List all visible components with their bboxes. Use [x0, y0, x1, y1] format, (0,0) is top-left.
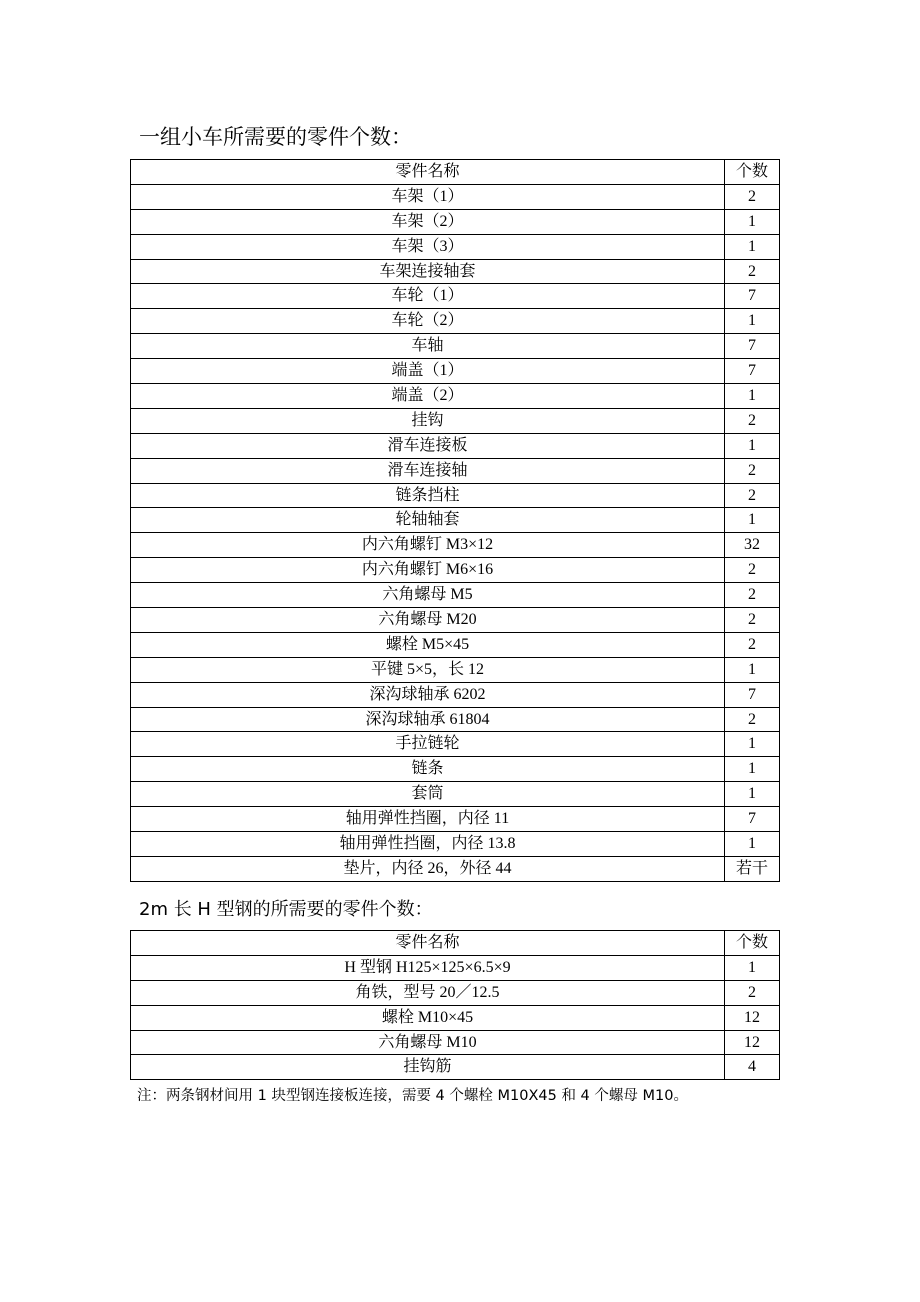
part-count-cell: 2 [725, 259, 780, 284]
part-name-cell: 端盖（2） [131, 384, 725, 409]
table-row [131, 707, 780, 732]
part-count-cell: 2 [725, 458, 780, 483]
table-row [131, 309, 780, 334]
part-name-cell: 内六角螺钉 M3×12 [131, 533, 725, 558]
table-row [131, 782, 780, 807]
table-row [131, 458, 780, 483]
table-row [131, 259, 780, 284]
part-name-cell: 挂钩 [131, 408, 725, 433]
table-row [131, 1055, 780, 1080]
section1-title: 一组小车所需要的零件个数： [139, 125, 412, 149]
part-count-cell: 1 [725, 955, 780, 980]
table-row [131, 508, 780, 533]
part-count-cell: 4 [725, 1055, 780, 1080]
part-count-cell: 1 [725, 508, 780, 533]
part-count-cell: 7 [725, 682, 780, 707]
table-row [131, 334, 780, 359]
part-name-cell: 平键 5×5，长 12 [131, 657, 725, 682]
part-name-cell: 车架（1） [131, 184, 725, 209]
table-header-row [131, 931, 780, 956]
part-name-cell: 车架（3） [131, 234, 725, 259]
table-row [131, 832, 780, 857]
part-count-cell: 2 [725, 483, 780, 508]
part-name-cell: 深沟球轴承 6202 [131, 682, 725, 707]
part-count-cell: 1 [725, 782, 780, 807]
table-row [131, 209, 780, 234]
table-row [131, 184, 780, 209]
part-count-cell: 7 [725, 807, 780, 832]
table-row [131, 807, 780, 832]
part-name-cell: 车轴 [131, 334, 725, 359]
table-row [131, 1005, 780, 1030]
part-name-cell: 垫片，内径 26，外径 44 [131, 856, 725, 881]
table-row [131, 632, 780, 657]
part-count-cell: 1 [725, 309, 780, 334]
h-beam-parts-table [130, 930, 780, 1080]
table-row [131, 284, 780, 309]
part-name-cell: 链条 [131, 757, 725, 782]
part-name-cell: 轴用弹性挡圈，内径 11 [131, 807, 725, 832]
part-name-cell: 车轮（1） [131, 284, 725, 309]
table-row [131, 533, 780, 558]
table-row [131, 608, 780, 633]
part-count-cell: 1 [725, 209, 780, 234]
part-name-cell: 六角螺母 M10 [131, 1030, 725, 1055]
part-count-cell: 12 [725, 1030, 780, 1055]
table-row [131, 856, 780, 881]
table-row [131, 980, 780, 1005]
column-header-count: 个数 [725, 160, 780, 185]
part-name-cell: 螺栓 M5×45 [131, 632, 725, 657]
part-count-cell: 1 [725, 732, 780, 757]
section2-title: 2m 长 H 型钢的所需要的零件个数： [139, 899, 433, 920]
part-name-cell: 角铁，型号 20／12.5 [131, 980, 725, 1005]
column-header-name: 零件名称 [131, 931, 725, 956]
part-name-cell: H 型钢 H125×125×6.5×9 [131, 955, 725, 980]
part-count-cell: 2 [725, 707, 780, 732]
table-header-row [131, 160, 780, 185]
part-name-cell: 轴用弹性挡圈，内径 13.8 [131, 832, 725, 857]
table-row [131, 433, 780, 458]
part-count-cell: 7 [725, 334, 780, 359]
table-row [131, 558, 780, 583]
part-count-cell: 1 [725, 234, 780, 259]
table-row [131, 408, 780, 433]
part-name-cell: 滑车连接板 [131, 433, 725, 458]
table-row [131, 234, 780, 259]
part-name-cell: 螺栓 M10×45 [131, 1005, 725, 1030]
table-row [131, 384, 780, 409]
part-count-cell: 7 [725, 284, 780, 309]
column-header-count: 个数 [725, 931, 780, 956]
part-count-cell: 1 [725, 657, 780, 682]
table-row [131, 1030, 780, 1055]
part-name-cell: 车轮（2） [131, 309, 725, 334]
part-name-cell: 内六角螺钉 M6×16 [131, 558, 725, 583]
part-name-cell: 车架连接轴套 [131, 259, 725, 284]
footnote: 注：两条钢材间用 1 块型钢连接板连接，需要 4 个螺栓 M10X45 和 4 个螺母 M10。 [137, 1088, 688, 1104]
part-count-cell: 32 [725, 533, 780, 558]
part-count-cell: 1 [725, 433, 780, 458]
cart-parts-table [130, 159, 780, 882]
table-row [131, 955, 780, 980]
part-name-cell: 套筒 [131, 782, 725, 807]
part-count-cell: 1 [725, 832, 780, 857]
part-count-cell: 2 [725, 408, 780, 433]
part-name-cell: 滑车连接轴 [131, 458, 725, 483]
part-name-cell: 端盖（1） [131, 359, 725, 384]
table-row [131, 732, 780, 757]
part-name-cell: 深沟球轴承 61804 [131, 707, 725, 732]
part-name-cell: 挂钩筋 [131, 1055, 725, 1080]
part-name-cell: 六角螺母 M20 [131, 608, 725, 633]
part-count-cell: 2 [725, 558, 780, 583]
part-count-cell: 1 [725, 384, 780, 409]
part-count-cell: 7 [725, 359, 780, 384]
part-count-cell: 12 [725, 1005, 780, 1030]
part-count-cell: 2 [725, 184, 780, 209]
part-count-cell: 若干 [725, 856, 780, 881]
part-name-cell: 链条挡柱 [131, 483, 725, 508]
part-name-cell: 六角螺母 M5 [131, 583, 725, 608]
table-row [131, 682, 780, 707]
part-count-cell: 2 [725, 608, 780, 633]
part-name-cell: 手拉链轮 [131, 732, 725, 757]
part-count-cell: 2 [725, 632, 780, 657]
table-row [131, 757, 780, 782]
table-row [131, 359, 780, 384]
column-header-name: 零件名称 [131, 160, 725, 185]
table-row [131, 657, 780, 682]
table-row [131, 483, 780, 508]
part-count-cell: 2 [725, 583, 780, 608]
part-count-cell: 1 [725, 757, 780, 782]
part-name-cell: 轮轴轴套 [131, 508, 725, 533]
part-count-cell: 2 [725, 980, 780, 1005]
table-row [131, 583, 780, 608]
part-name-cell: 车架（2） [131, 209, 725, 234]
